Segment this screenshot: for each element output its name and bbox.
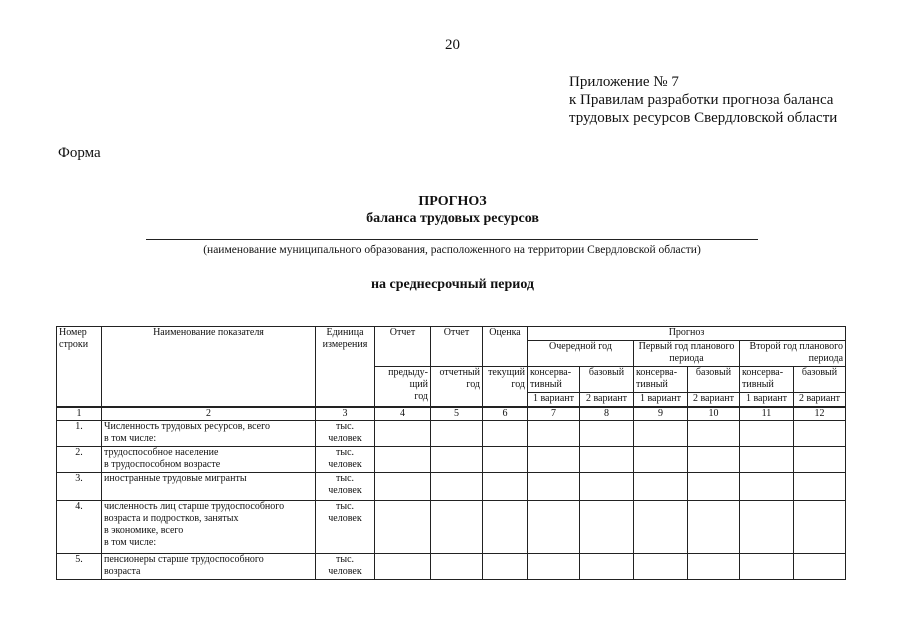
value-cell[interactable] (688, 500, 740, 553)
value-cell[interactable] (431, 500, 483, 553)
value-cell[interactable] (483, 553, 528, 579)
value-cell[interactable] (375, 420, 431, 446)
header-forecast: Прогноз (528, 327, 846, 341)
value-cell[interactable] (528, 553, 580, 579)
value-cell[interactable] (528, 446, 580, 472)
header-conservative-2: консерва- тивный (634, 367, 688, 393)
header-second-year: Второй год планового периода (740, 341, 846, 367)
column-number-cell: 2 (102, 407, 316, 421)
row-number: 4. (57, 500, 102, 553)
column-number-cell: 6 (483, 407, 528, 421)
value-cell[interactable] (580, 553, 634, 579)
value-cell[interactable] (483, 420, 528, 446)
municipality-name-line (146, 239, 758, 240)
value-cell[interactable] (528, 472, 580, 500)
value-cell[interactable] (483, 446, 528, 472)
row-indicator: иностранные трудовые мигранты (102, 472, 316, 500)
value-cell[interactable] (580, 420, 634, 446)
value-cell[interactable] (375, 500, 431, 553)
value-cell[interactable] (740, 553, 794, 579)
value-cell[interactable] (688, 553, 740, 579)
value-cell[interactable] (794, 446, 846, 472)
form-label: Форма (58, 145, 101, 161)
value-cell[interactable] (740, 446, 794, 472)
header-row-number: Номер строки (57, 327, 102, 407)
value-cell[interactable] (580, 446, 634, 472)
value-cell[interactable] (528, 420, 580, 446)
appendix-line-1: Приложение № 7 (569, 74, 679, 90)
value-cell[interactable] (794, 420, 846, 446)
value-cell[interactable] (688, 446, 740, 472)
header-variant-1a: 1 вариант (528, 393, 580, 407)
value-cell[interactable] (375, 472, 431, 500)
header-reporting-year: отчетный год (431, 367, 483, 407)
value-cell[interactable] (634, 553, 688, 579)
table-row (57, 420, 846, 446)
value-cell[interactable] (431, 472, 483, 500)
header-variant-1c: 1 вариант (740, 393, 794, 407)
value-cell[interactable] (431, 420, 483, 446)
value-cell[interactable] (688, 472, 740, 500)
value-cell[interactable] (740, 472, 794, 500)
forecast-table (56, 326, 846, 580)
municipality-name-caption: (наименование муниципального образования, расположенного на территории Свердловской области) (203, 244, 701, 256)
value-cell[interactable] (688, 420, 740, 446)
header-variant-2a: 2 вариант (580, 393, 634, 407)
column-number-cell: 8 (580, 407, 634, 421)
header-basic-2: базовый (688, 367, 740, 393)
value-cell[interactable] (634, 500, 688, 553)
page-number: 20 (445, 37, 460, 53)
row-indicator: Численность трудовых ресурсов, всего в том числе: (102, 420, 316, 446)
header-first-year: Первый год планового периода (634, 341, 740, 367)
document-title: ПРОГНОЗ (418, 194, 487, 209)
table-row (57, 446, 846, 472)
value-cell[interactable] (580, 500, 634, 553)
column-number-cell: 9 (634, 407, 688, 421)
column-number-cell: 10 (688, 407, 740, 421)
value-cell[interactable] (740, 500, 794, 553)
header-report-2: Отчет (431, 327, 483, 367)
table-row (57, 500, 846, 553)
table-row (57, 553, 846, 579)
value-cell[interactable] (580, 472, 634, 500)
value-cell[interactable] (483, 500, 528, 553)
period-title: на среднесрочный период (370, 277, 535, 292)
row-unit: тыс. человек (316, 553, 375, 579)
header-basic-1: базовый (580, 367, 634, 393)
row-indicator: численность лиц старше трудоспособного возраста и подростков, занятых в экономике, всего в том числе: (102, 500, 316, 553)
header-conservative-3: консерва- тивный (740, 367, 794, 393)
value-cell[interactable] (634, 472, 688, 500)
table-row (57, 472, 846, 500)
row-unit: тыс. человек (316, 446, 375, 472)
header-unit: Единица измерения (316, 327, 375, 407)
value-cell[interactable] (740, 420, 794, 446)
column-number-cell: 11 (740, 407, 794, 421)
column-number-cell: 7 (528, 407, 580, 421)
header-basic-3: базовый (794, 367, 846, 393)
header-next-year: Очередной год (528, 341, 634, 367)
row-unit: тыс. человек (316, 472, 375, 500)
value-cell[interactable] (634, 420, 688, 446)
column-number-cell: 4 (375, 407, 431, 421)
header-variant-1b: 1 вариант (634, 393, 688, 407)
value-cell[interactable] (528, 500, 580, 553)
column-number-cell: 1 (57, 407, 102, 421)
appendix-line-2: к Правилам разработки прогноза баланса (569, 92, 834, 108)
header-current-year: текущий год (483, 367, 528, 407)
column-number-cell: 12 (794, 407, 846, 421)
document-subtitle: баланса трудовых ресурсов (366, 211, 539, 226)
header-conservative-1: консерва- тивный (528, 367, 580, 393)
appendix-line-3: трудовых ресурсов Свердловской области (569, 110, 838, 126)
column-number-cell: 5 (431, 407, 483, 421)
value-cell[interactable] (634, 446, 688, 472)
row-unit: тыс. человек (316, 420, 375, 446)
header-variant-2b: 2 вариант (688, 393, 740, 407)
value-cell[interactable] (431, 553, 483, 579)
value-cell[interactable] (483, 472, 528, 500)
header-report-1: Отчет (375, 327, 431, 367)
header-previous-year: предыду- щий год (375, 367, 431, 407)
row-indicator: трудоспособное население в трудоспособном возрасте (102, 446, 316, 472)
row-number: 3. (57, 472, 102, 500)
header-variant-2c: 2 вариант (794, 393, 846, 407)
column-number-cell: 3 (316, 407, 375, 421)
appendix-header (569, 73, 837, 127)
row-number: 1. (57, 420, 102, 446)
row-number: 5. (57, 553, 102, 579)
row-unit: тыс. человек (316, 500, 375, 553)
value-cell[interactable] (794, 472, 846, 500)
header-indicator-name: Наименование показателя (102, 327, 316, 407)
header-estimate: Оценка (483, 327, 528, 367)
value-cell[interactable] (794, 500, 846, 553)
row-number: 2. (57, 446, 102, 472)
value-cell[interactable] (375, 446, 431, 472)
row-indicator: пенсионеры старше трудоспособного возраста (102, 553, 316, 579)
value-cell[interactable] (375, 553, 431, 579)
value-cell[interactable] (794, 553, 846, 579)
value-cell[interactable] (431, 446, 483, 472)
